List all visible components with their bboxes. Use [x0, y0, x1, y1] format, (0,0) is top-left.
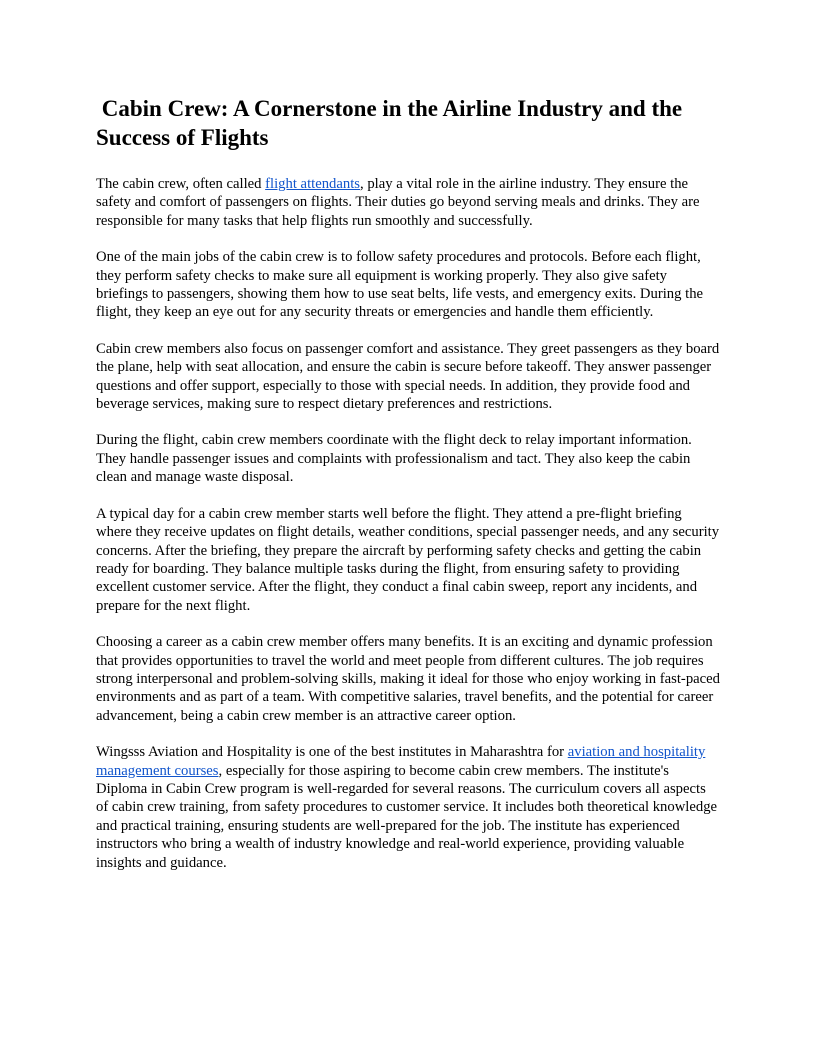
paragraph-intro-after: , play a vital role in the airline industry. They ensure the safety and comfort of passengers on flights. Their duties go beyond serving meals and drinks. They are responsible for many tasks that help flights run smoothly and successfully. — [96, 176, 700, 229]
paragraph-institute — [96, 743, 721, 872]
paragraph-coordination: During the flight, cabin crew members coordinate with the flight deck to relay important information. They handle passenger issues and complaints with professionalism and tact. They also keep the cabin clean and manage waste disposal. — [96, 432, 692, 486]
paragraph-institute-before: Wingsss Aviation and Hospitality is one of the best institutes in Maharashtra for — [96, 744, 568, 761]
paragraph-institute-after: , especially for those aspiring to become cabin crew members. The institute's Diploma in Cabin Crew program is well-regarded for several reasons. The curriculum covers all aspects of cabin crew training, from safety procedures to customer service. It includes both theoretical knowledge and practical training, ensuring students are well-prepared for the job. The institute has experienced instructors who bring a wealth of industry knowledge and real-world experience, providing valuable insights and guidance. — [96, 762, 718, 871]
paragraph-intro — [96, 175, 721, 230]
document-page — [96, 94, 721, 890]
paragraph-safety: One of the main jobs of the cabin crew is to follow safety procedures and protocols. Before each flight, they perform safety checks to make sure all equipment is working properly. They also give safety briefings to passengers, showing them how to use seat belts, life vests, and emergency exits. During the flight, they keep an eye out for any security threats or emergencies and handle them efficiently. — [96, 249, 704, 321]
paragraph-typical-day: A typical day for a cabin crew member starts well before the flight. They attend a pre-flight briefing where they receive updates on flight details, weather conditions, special passenger needs, and any security concerns. After the briefing, they prepare the aircraft by performing safety checks and getting the cabin ready for boarding. They balance multiple tasks during the flight, from ensuring safety to providing excellent customer service. After the flight, they conduct a final cabin sweep, report any incidents, and prepare for the next flight. — [96, 505, 720, 614]
paragraph-comfort: Cabin crew members also focus on passenger comfort and assistance. They greet passengers as they board the plane, help with seat allocation, and ensure the cabin is secure before takeoff. They answer passenger questions and offer support, especially to those with special needs. In addition, they provide food and beverage services, making sure to respect dietary preferences and restrictions. — [96, 340, 720, 413]
flight-attendants-link[interactable]: flight attendants — [265, 176, 360, 192]
document-title — [96, 94, 721, 152]
document-title-text: Cabin Crew: A Cornerstone in the Airline Industry and the Success of Flights — [96, 96, 683, 150]
paragraph-intro-before: The cabin crew, often called — [96, 176, 266, 192]
aviation-courses-link[interactable]: aviation and hospitality management courses — [96, 744, 706, 779]
paragraph-career-benefits: Choosing a career as a cabin crew member offers many benefits. It is an exciting and dynamic profession that provides opportunities to travel the world and meet people from different cultures. The job requires strong interpersonal and problem-solving skills, making it ideal for those who enjoy working in fast-paced environments and as part of a team. With competitive salaries, travel benefits, and the potential for career advancement, being a cabin crew member is an attractive career option. — [96, 634, 720, 724]
